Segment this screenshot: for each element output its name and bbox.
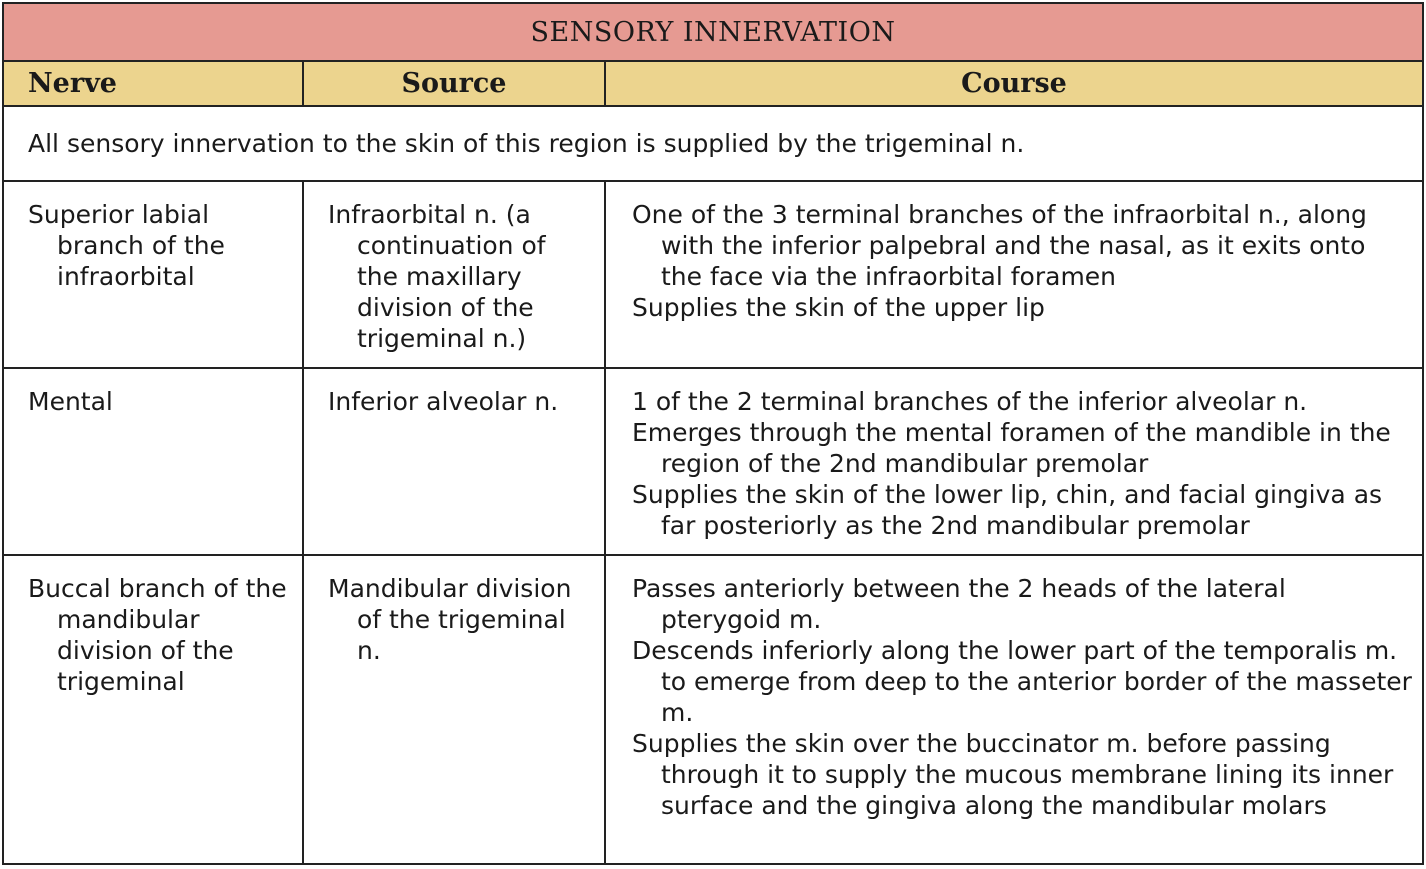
source-text: Inferior alveolar n. (328, 387, 559, 416)
nerve-cell (4, 182, 304, 367)
source-cell (304, 182, 606, 367)
column-header-row (4, 62, 1422, 107)
course-line: Emerges through the mental foramen of the mandible in the region of the 2nd mandibular premolar (632, 418, 1391, 478)
course-cell (606, 556, 1422, 863)
source-cell (304, 556, 606, 863)
nerve-name: Buccal branch of the mandibular division of the trigeminal (28, 574, 287, 696)
course-line: Supplies the skin of the upper lip (632, 293, 1045, 322)
header-course: Course (961, 68, 1067, 99)
source-text: Mandibular division of the trigeminal n. (328, 574, 572, 665)
source-cell (304, 369, 606, 554)
table-row (4, 369, 1422, 556)
course-cell (606, 369, 1422, 554)
course-line: Passes anteriorly between the 2 heads of the lateral pterygoid m. (632, 574, 1286, 634)
course-line: Supplies the skin over the buccinator m. before passing through it to supply the mucous membrane lining its inner surface and the gingiva along the mandibular molars (632, 729, 1394, 820)
header-nerve: Nerve (4, 62, 304, 105)
sensory-innervation-table (2, 2, 1424, 865)
table-title: SENSORY INNERVATION (4, 4, 1422, 62)
nerve-cell (4, 369, 304, 554)
course-cell (606, 182, 1422, 367)
source-text: Infraorbital n. (a continuation of the maxillary division of the trigeminal n.) (328, 200, 546, 353)
course-line: Descends inferiorly along the lower part of the temporalis m. to emerge from deep to the anterior border of the masseter m. (632, 636, 1412, 727)
nerve-name: Mental (28, 387, 113, 416)
course-line: One of the 3 terminal branches of the infraorbital n., along with the inferior palpebral and the nasal, as it exits onto the face via the infraorbital foramen (632, 200, 1367, 291)
nerve-cell (4, 556, 304, 863)
course-line: 1 of the 2 terminal branches of the inferior alveolar n. (632, 387, 1308, 416)
course-line: Supplies the skin of the lower lip, chin, and facial gingiva as far posteriorly as the 2nd mandibular premolar (632, 480, 1383, 540)
table-row (4, 556, 1422, 863)
header-source: Source (304, 62, 606, 105)
table-row (4, 182, 1422, 369)
intro-note: All sensory innervation to the skin of this region is supplied by the trigeminal n. (4, 107, 1422, 182)
nerve-name: Superior labial branch of the infraorbital (28, 200, 225, 291)
